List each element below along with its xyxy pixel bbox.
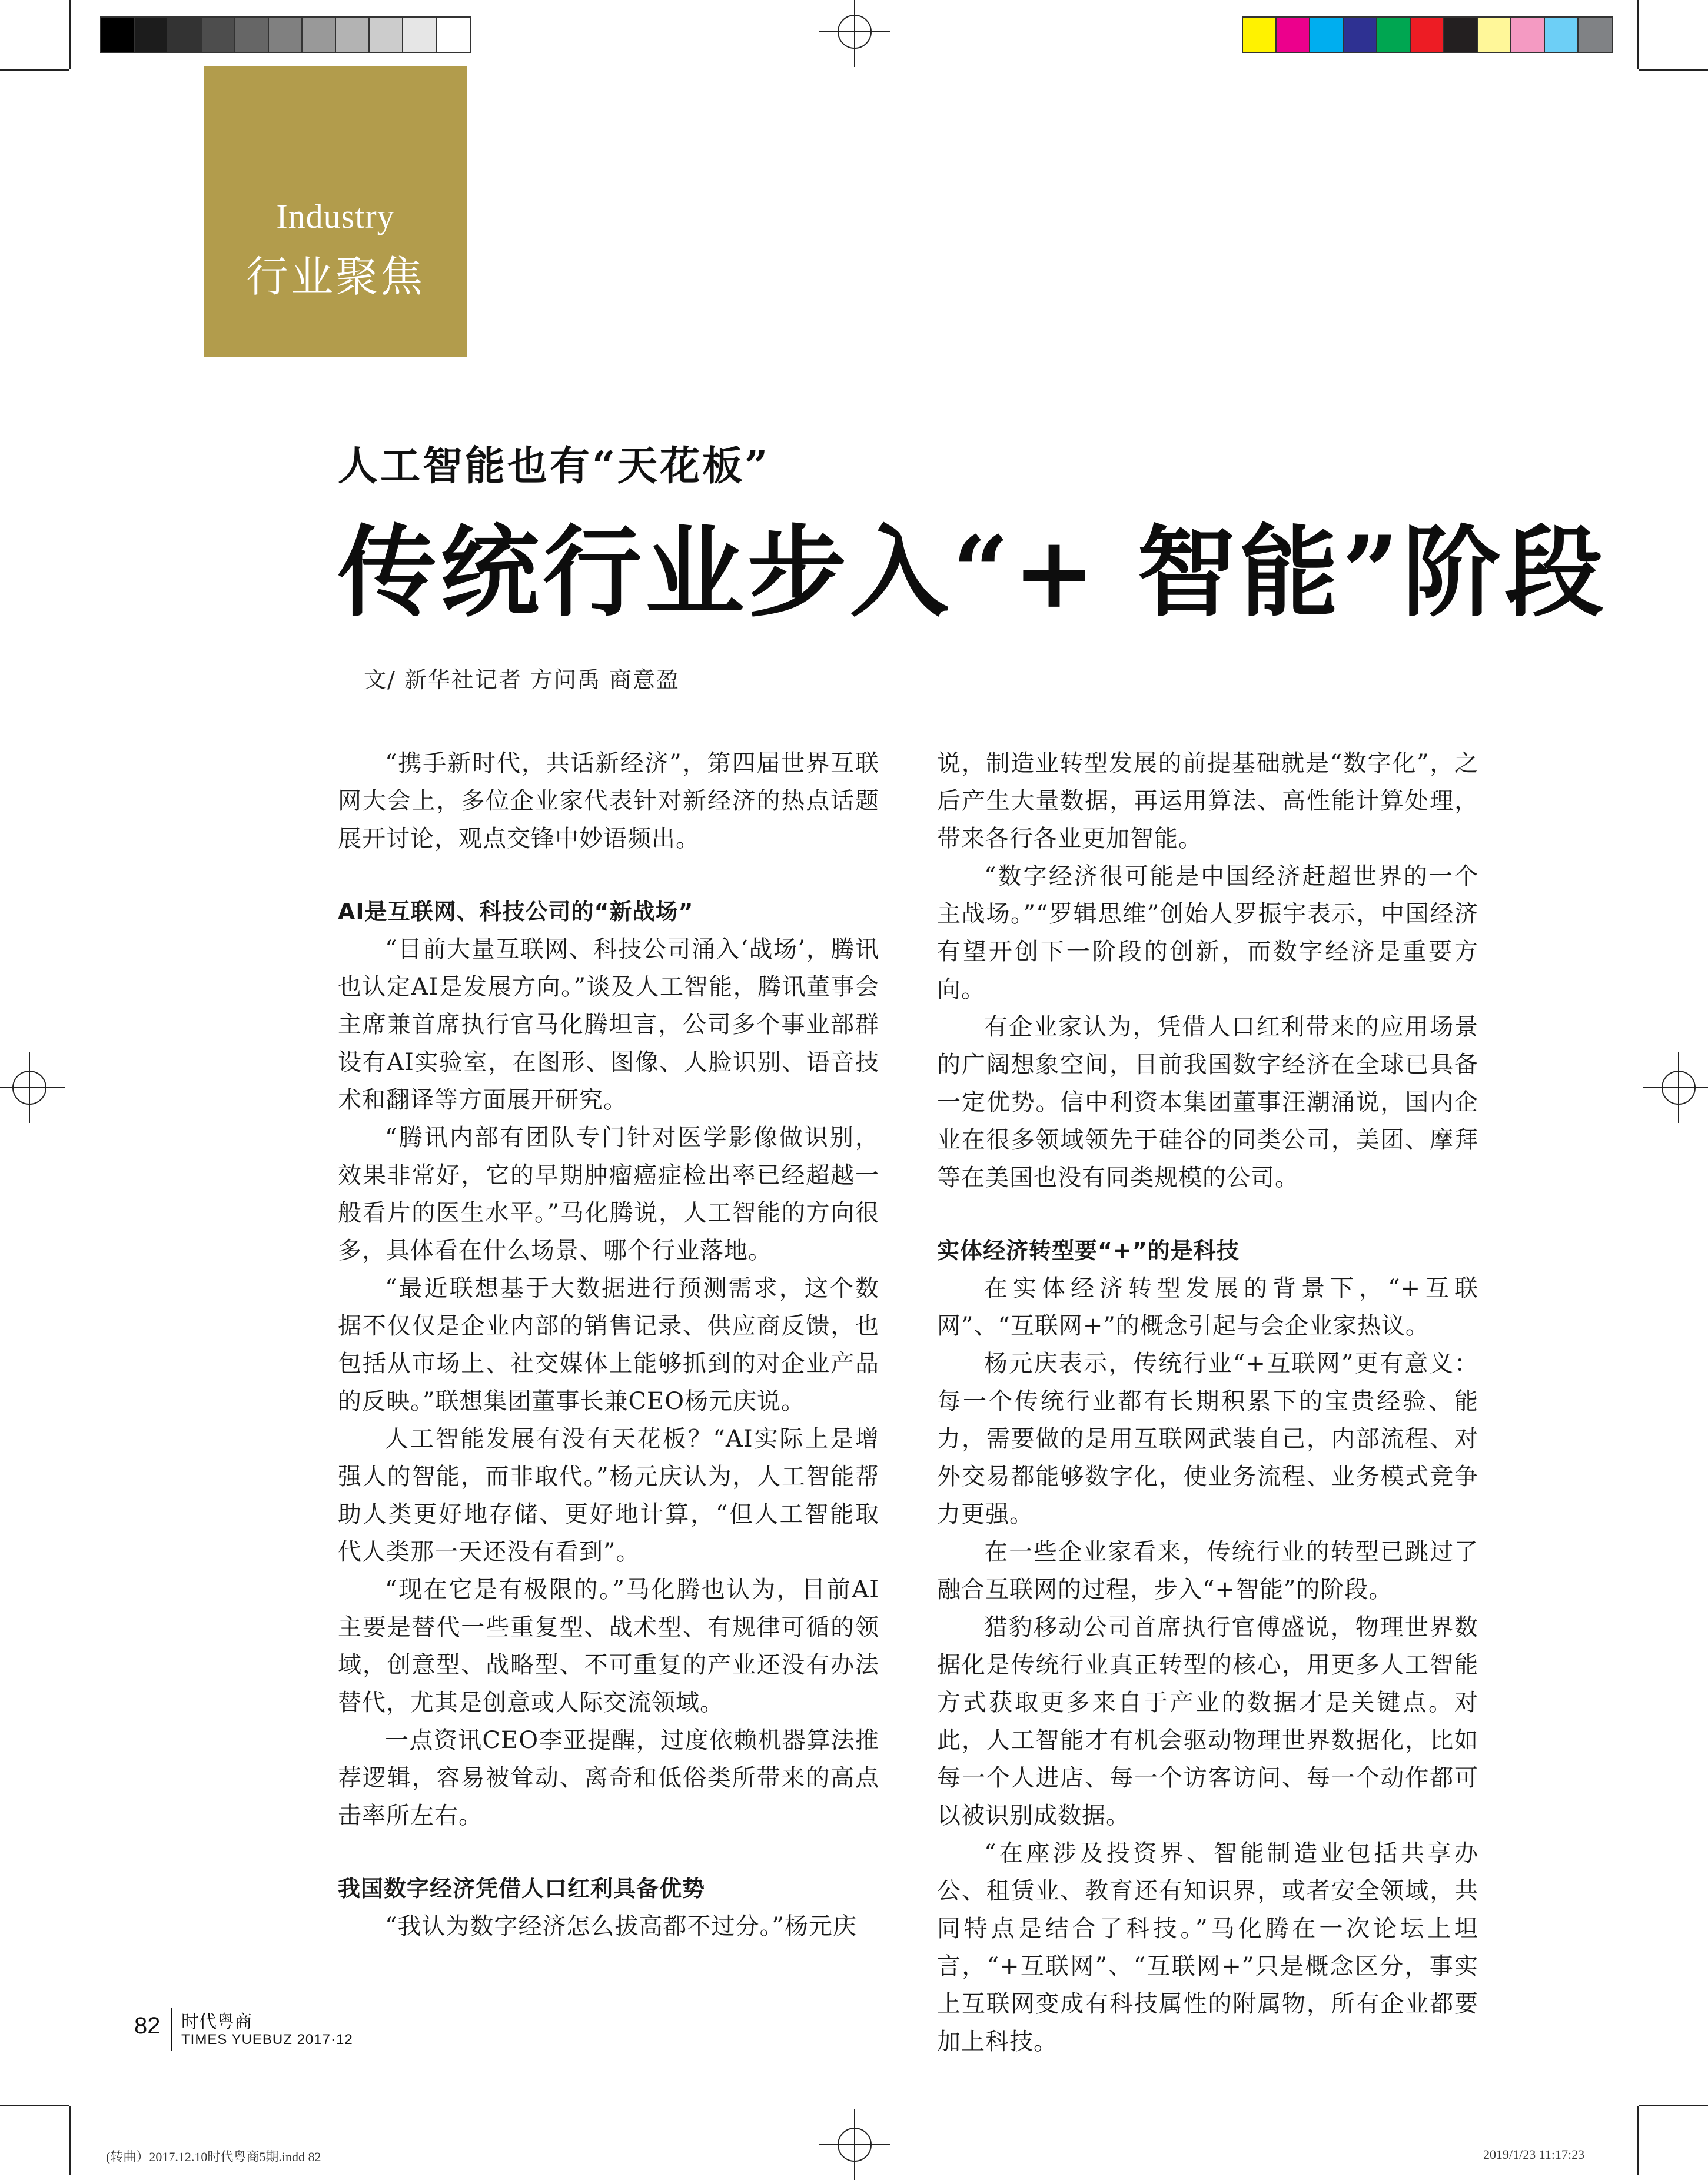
article-byline: 文/ 新华社记者 方问禹 商意盈 bbox=[364, 667, 680, 693]
print-slug-file: (转曲）2017.12.10时代粤商5期.indd 82 bbox=[106, 2149, 321, 2164]
gray-swatch bbox=[202, 18, 235, 52]
color-swatch bbox=[1310, 18, 1344, 52]
body-paragraph: “数字经济很可能是中国经济赶超世界的一个主战场。”“罗辑思维”创始人罗振宇表示，中国经济有望开创下一阶段的创新，而数字经济是重要方向。 bbox=[937, 863, 1478, 1003]
body-paragraph: 杨元庆表示，传统行业“+互联网”更有意义：每一个传统行业都有长期积累下的宝贵经验、能力，需要做的是用互联网武装自己，内部流程、对外交易都能够数字化，使业务流程、业务模式竞争力更强。 bbox=[937, 1350, 1478, 1528]
color-swatch bbox=[1579, 18, 1612, 52]
body-paragraph: 在一些企业家看来，传统行业的转型已跳过了融合互联网的过程，步入“+智能”的阶段。 bbox=[937, 1538, 1478, 1603]
folio-divider bbox=[171, 2008, 172, 2051]
body-paragraph: “我认为数字经济怎么拔高都不过分。”杨元庆 bbox=[385, 1913, 857, 1940]
body-paragraph: “目前大量互联网、科技公司涌入‘战场’，腾讯也认定AI是发展方向。”谈及人工智能，腾讯董事会主席兼首席执行官马化腾坦言，公司多个事业部群设有AI实验室，在图形、图像、人脸识别、语音技术和翻译等方面展开研究。 bbox=[338, 936, 879, 1114]
color-swatch bbox=[1478, 18, 1511, 52]
body-paragraph: 有企业家认为，凭借人口红利带来的应用场景的广阔想象空间，目前我国数字经济在全球已具备一定优势。信中利资本集团董事汪潮涌说，国内企业在很多领域领先于硅谷的同类公司，美团、摩拜等在美国也没有同类规模的公司。 bbox=[937, 1013, 1478, 1191]
body-paragraph: 在实体经济转型发展的背景下，“+互联网”、“互联网+”的概念引起与会企业家热议。 bbox=[937, 1275, 1478, 1340]
page-number: 82 bbox=[134, 2013, 161, 2039]
section-heading: AI是互联网、科技公司的“新战场” bbox=[338, 899, 694, 925]
section-tag-cn: 行业聚焦 bbox=[245, 252, 425, 301]
magazine-name-cn: 时代粤商 bbox=[181, 2012, 252, 2032]
gray-swatch bbox=[303, 18, 336, 52]
body-paragraph: 说，制造业转型发展的前提基础就是“数字化”，之后产生大量数据，再运用算法、高性能计算处理，带来各行各业更加智能。 bbox=[937, 750, 1478, 852]
gray-swatch bbox=[101, 18, 135, 52]
crop-mark bbox=[1639, 2105, 1708, 2106]
process-color-bar bbox=[1242, 16, 1613, 53]
print-slug-date: 2019/1/23 11:17:23 bbox=[1483, 2147, 1585, 2162]
crop-mark bbox=[69, 2106, 71, 2175]
body-paragraph: 一点资讯CEO李亚提醒，过度依赖机器算法推荐逻辑，容易被耸动、离奇和低俗类所带来的高点击率所左右。 bbox=[338, 1727, 879, 1829]
gray-swatch bbox=[336, 18, 370, 52]
crop-mark bbox=[1639, 69, 1708, 71]
registration-mark-right bbox=[1643, 1052, 1708, 1123]
body-paragraph: “在座涉及投资界、智能制造业包括共享办公、租赁业、教育还有知识界，或者安全领域，共同特点是结合了科技。”马化腾在一次论坛上坦言，“+互联网”、“互联网+”只是概念区分，事实上互联网变成有科技属性的附属物，所有企业都要加上科技。 bbox=[937, 1840, 1478, 2055]
crop-mark bbox=[1637, 2106, 1639, 2175]
gray-swatch bbox=[403, 18, 437, 52]
left-column bbox=[338, 745, 879, 1945]
body-paragraph: “现在它是有极限的。”马化腾也认为，目前AI主要是替代一些重复型、战术型、有规律可循的领域，创意型、战略型、不可重复的产业还没有办法替代，尤其是创意或人际交流领域。 bbox=[338, 1576, 879, 1716]
color-swatch bbox=[1444, 18, 1478, 52]
article-headline: 传统行业步入“+ 智能”阶段 bbox=[338, 514, 1607, 630]
body-paragraph: “携手新时代，共话新经济”，第四届世界互联网大会上，多位企业家代表针对新经济的热点话题展开讨论，观点交锋中妙语频出。 bbox=[338, 750, 879, 852]
body-paragraph: 人工智能发展有没有天花板？“AI实际上是增强人的智能，而非取代。”杨元庆认为，人工智能帮助人类更好地存储、更好地计算，“但人工智能取代人类那一天还没有看到”。 bbox=[338, 1425, 879, 1566]
color-swatch bbox=[1277, 18, 1310, 52]
color-swatch bbox=[1344, 18, 1377, 52]
color-swatch bbox=[1243, 18, 1277, 52]
gray-swatch bbox=[135, 18, 168, 52]
article-kicker: 人工智能也有“天花板” bbox=[338, 443, 770, 490]
color-swatch bbox=[1545, 18, 1579, 52]
section-tag bbox=[204, 66, 467, 357]
color-swatch bbox=[1411, 18, 1444, 52]
section-tag-en: Industry bbox=[276, 197, 395, 235]
body-paragraph: “腾讯内部有团队专门针对医学影像做识别，效果非常好，它的早期肿瘤癌症检出率已经超越一般看片的医生水平。”马化腾说，人工智能的方向很多，具体看在什么场景、哪个行业落地。 bbox=[338, 1124, 879, 1264]
gray-swatch bbox=[370, 18, 403, 52]
color-swatch bbox=[1377, 18, 1411, 52]
registration-mark-left bbox=[0, 1052, 65, 1123]
gray-swatch bbox=[235, 18, 269, 52]
gray-swatch bbox=[437, 18, 470, 52]
section-heading: 实体经济转型要“+”的是科技 bbox=[937, 1238, 1240, 1264]
registration-mark-bottom bbox=[819, 2109, 890, 2180]
registration-mark-top bbox=[819, 0, 890, 67]
gray-swatch bbox=[168, 18, 202, 52]
gray-swatch bbox=[269, 18, 303, 52]
magazine-name-en: TIMES YUEBUZ 2017·12 bbox=[181, 2032, 353, 2048]
crop-mark bbox=[0, 2105, 69, 2106]
right-column bbox=[937, 745, 1478, 2061]
crop-mark bbox=[0, 69, 69, 71]
gray-color-bar bbox=[100, 16, 471, 53]
color-swatch bbox=[1511, 18, 1545, 52]
body-paragraph: 猎豹移动公司首席执行官傅盛说，物理世界数据化是传统行业真正转型的核心，用更多人工智能方式获取更多来自于产业的数据才是关键点。对此，人工智能才有机会驱动物理世界数据化，比如每一个人进店、每一个访客访问、每一个动作都可以被识别成数据。 bbox=[937, 1614, 1478, 1829]
crop-mark bbox=[1637, 0, 1639, 69]
body-paragraph: “最近联想基于大数据进行预测需求，这个数据不仅仅是企业内部的销售记录、供应商反馈，也包括从市场上、社交媒体上能够抓到的对企业产品的反映。”联想集团董事长兼CEO杨元庆说。 bbox=[338, 1275, 879, 1415]
crop-mark bbox=[69, 0, 71, 69]
section-heading: 我国数字经济凭借人口红利具备优势 bbox=[338, 1876, 706, 1902]
